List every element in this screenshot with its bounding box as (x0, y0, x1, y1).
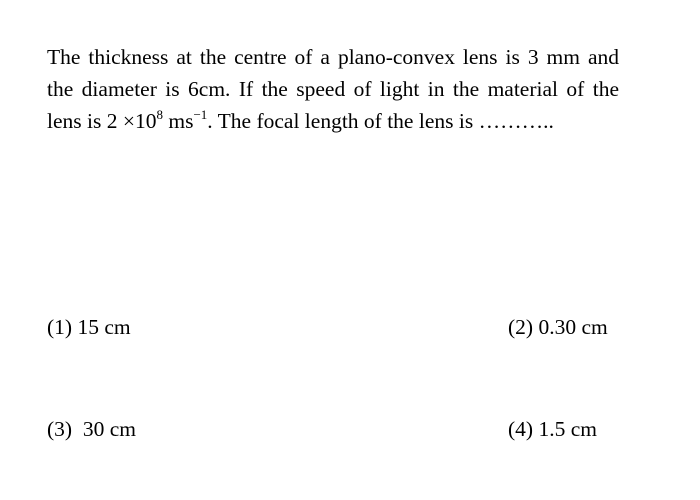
unit-exponent: −1 (193, 107, 208, 122)
option-2[interactable]: (2) 0.30 cm (508, 315, 608, 339)
question-text (47, 41, 619, 137)
question-line-3 (47, 105, 619, 137)
question-line-3-suffix: . The focal length of the lens is ……….. (207, 109, 554, 133)
question-line-2: the diameter is 6cm. If the speed of light in the material of the (47, 77, 619, 101)
question-line-1: The thickness at the centre of a plano-convex lens is 3 mm and (47, 45, 619, 69)
question-line-3-prefix: lens is 2 ×10 (47, 109, 157, 133)
speed-unit: ms (162, 109, 194, 133)
option-4[interactable]: (4) 1.5 cm (508, 417, 597, 441)
option-3[interactable]: (3) 30 cm (47, 417, 136, 441)
option-1[interactable]: (1) 15 cm (47, 315, 131, 339)
speed-exponent: 8 (156, 107, 163, 122)
